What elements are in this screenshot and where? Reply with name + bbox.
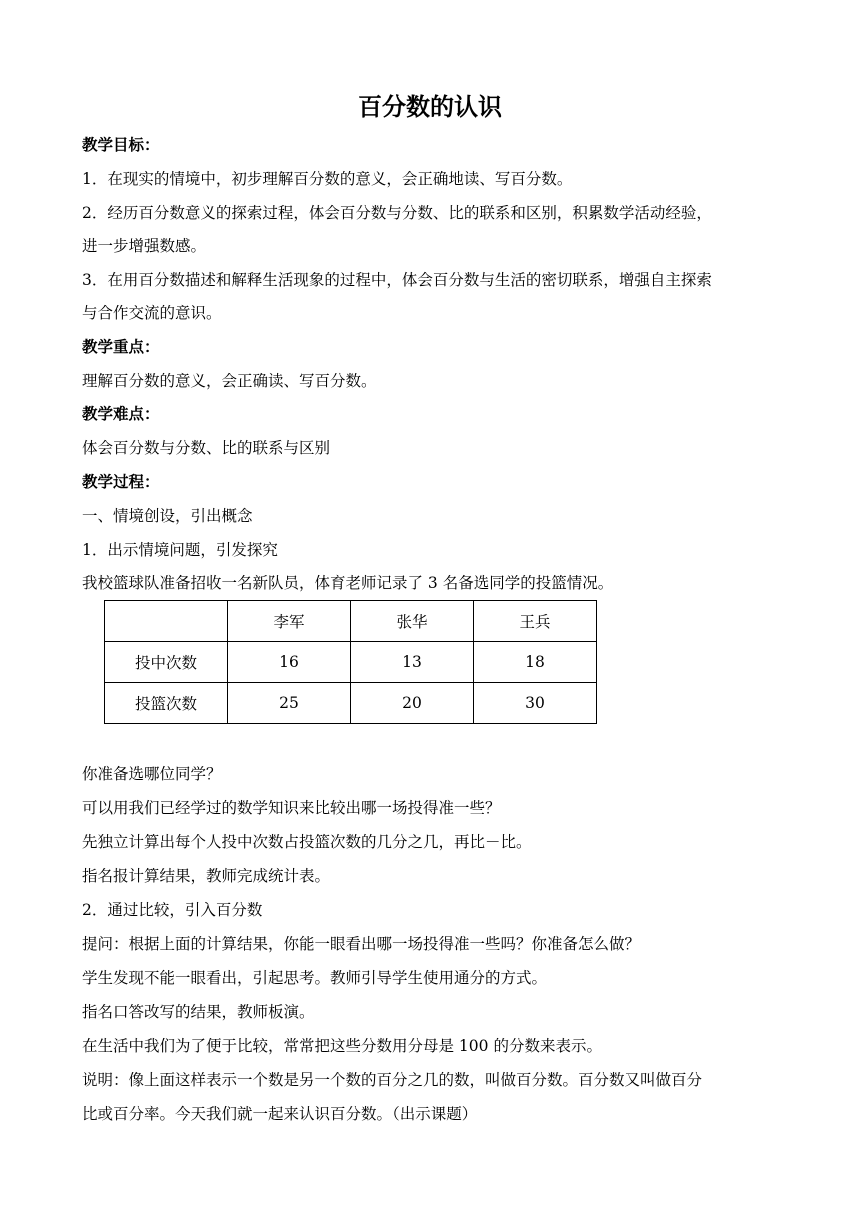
table-cell: 16 [228,642,351,683]
goal-line: 1．在现实的情境中，初步理解百分数的意义，会正确地读、写百分数。 [82,170,573,188]
table-cell: 投篮次数 [105,683,228,724]
process-heading: 教学过程： [82,472,160,491]
process-line: 说明：像上面这样表示一个数是另一个数的百分之几的数，叫做百分数。百分数又叫做百分 [82,1071,703,1089]
process-line: 可以用我们已经学过的数学知识来比较出哪一场投得准一些？ [82,799,501,817]
process-line: 比或百分率。今天我们就一起来认识百分数。（出示课题） [82,1105,478,1123]
difficulty-text: 体会百分数与分数、比的联系与区别 [82,439,331,457]
table-cell: 30 [474,683,597,724]
table-cell: 20 [351,683,474,724]
process-line: 指名口答改写的结果，教师板演。 [82,1003,315,1021]
goal-line: 进一步增强数感。 [82,237,207,255]
table-header-row [105,601,597,642]
process-line: 2．通过比较，引入百分数 [82,901,263,919]
table-cell [105,601,228,642]
table-cell: 25 [228,683,351,724]
table-cell: 张华 [351,601,474,642]
shooting-table [104,600,597,724]
process-line: 1．出示情境问题，引发探究 [82,541,278,559]
table-row [105,683,597,724]
process-line: 先独立计算出每个人投中次数占投篮次数的几分之几，再比－比。 [82,833,532,851]
process-line: 一、情境创设，引出概念 [82,507,253,525]
table-cell: 投中次数 [105,642,228,683]
table-cell: 李军 [228,601,351,642]
process-line: 提问：根据上面的计算结果，你能一眼看出哪一场投得准一些吗？你准备怎么做？ [82,935,641,953]
process-line: 指名报计算结果，教师完成统计表。 [82,867,331,885]
goals-heading: 教学目标： [82,135,160,154]
process-line: 我校篮球队准备招收一名新队员，体育老师记录了 3 名备选同学的投篮情况。 [82,574,614,592]
goal-line: 2．经历百分数意义的探索过程，体会百分数与分数、比的联系和区别，积累数学活动经验， [82,204,712,222]
goal-line: 与合作交流的意识。 [82,304,222,322]
table-row [105,642,597,683]
table-cell: 王兵 [474,601,597,642]
table-cell: 13 [351,642,474,683]
goal-line: 3．在用百分数描述和解释生活现象的过程中，体会百分数与生活的密切联系，增强自主探索 [82,271,712,289]
process-line: 在生活中我们为了便于比较，常常把这些分数用分母是 100 的分数来表示。 [82,1037,602,1055]
key-text: 理解百分数的意义，会正确读、写百分数。 [82,372,377,390]
difficulty-heading: 教学难点： [82,404,160,423]
table-cell: 18 [474,642,597,683]
process-line: 你准备选哪位同学？ [82,765,222,783]
key-heading: 教学重点： [82,337,160,356]
process-line: 学生发现不能一眼看出，引起思考。教师引导学生使用通分的方式。 [82,969,548,987]
page-title: 百分数的认识 [358,92,502,121]
